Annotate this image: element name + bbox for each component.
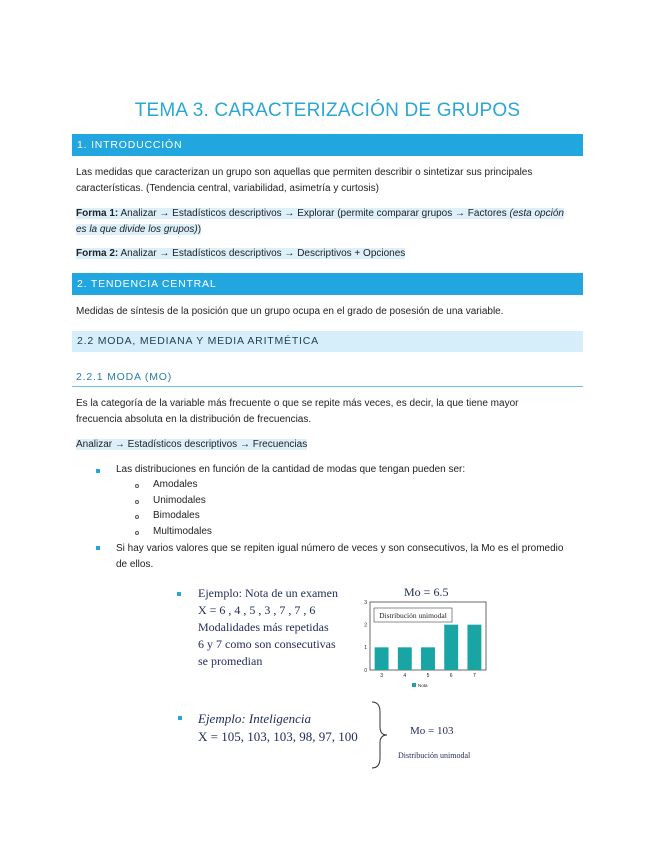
forma-2-label: Forma 2:	[76, 248, 119, 259]
moda-line-2: frecuencia absoluta en la distribución de frecuencias.	[76, 413, 312, 425]
moda-line-1: Es la categoría de la variable más frecuente o que se repite más veces, es decir, la que tiene mayor	[76, 398, 519, 409]
chart-legend-swatch	[412, 683, 416, 687]
chart-x-tick: 6	[449, 673, 453, 679]
forma-2	[76, 246, 581, 262]
forma-1-italic-2: es la que divide los grupos)	[76, 223, 198, 235]
example-1	[198, 585, 338, 670]
tendencia-paragraph: Medidas de síntesis de la posición que un grupo ocupa en el grado de posesión de una variable.	[76, 306, 504, 317]
unimodal-bar-chart	[360, 600, 488, 694]
square-bullet-icon	[177, 592, 181, 596]
circle-bullet-icon	[135, 515, 139, 519]
bullet-icon	[96, 469, 100, 473]
moda-paragraph	[76, 396, 581, 427]
example-2-mo: Mo = 103	[410, 725, 454, 737]
circle-bullet-icon	[135, 484, 139, 488]
brace-icon	[368, 700, 390, 770]
forma-1	[76, 206, 581, 237]
chart-y-tick: 1	[364, 645, 367, 652]
example-1-mo: Mo = 6.5	[404, 585, 449, 599]
chart-x-tick: 3	[380, 673, 383, 679]
forma-1-text: Analizar → Estadísticos descriptivos → Explorar (permite comparar grupos → Factores	[118, 208, 510, 219]
circle-bullet-icon	[135, 531, 139, 535]
subitem-4: Multimodales	[153, 526, 212, 537]
chart-bar	[467, 625, 481, 670]
forma-1-label: Forma 1:	[76, 208, 119, 219]
bullet-2-text	[116, 541, 563, 572]
subitem-2: Unimodales	[153, 495, 206, 506]
intro-line-1: Las medidas que caracterizan un grupo son aquellas que permiten describir o sintetizar sus principales	[76, 167, 533, 178]
section-heading-moda: 2.2.1 MODA (MO)	[72, 371, 583, 387]
chart-bar	[375, 647, 389, 670]
bullet-2-line-2: de ellos.	[116, 558, 154, 570]
example-2-title: Ejemplo: Inteligencia	[198, 711, 311, 726]
bullet-icon	[96, 546, 100, 550]
bullet-2-line-1: Si hay varios valores que se repiten igual número de veces y son consecutivos, la Mo es el promedio	[116, 543, 564, 554]
moda-path-text: Analizar → Estadísticos descriptivos → Frecuencias	[76, 439, 308, 450]
chart-bar	[444, 625, 458, 670]
chart-y-tick: 0	[364, 667, 367, 674]
subitem-3: Bimodales	[153, 510, 200, 521]
example-2	[198, 710, 358, 746]
intro-line-2: características. (Tendencia central, variabilidad, asimetría y curtosis)	[76, 182, 379, 194]
chart-y-tick: 2	[364, 622, 367, 629]
section-heading-introduccion: 1. INTRODUCCIÓN	[72, 134, 583, 156]
circle-bullet-icon	[135, 500, 139, 504]
bullet-1-text: Las distribuciones en función de la cantidad de modas que tengan pueden ser:	[116, 464, 466, 475]
chart-bar	[421, 647, 435, 670]
example-1-line-3: Modalidades más repetidas	[198, 620, 329, 634]
example-1-data: X = 6 , 4 , 5 , 3 , 7 , 7 , 6	[198, 603, 316, 617]
page-title: TEMA 3. CARACTERIZACIÓN DE GRUPOS	[134, 100, 521, 121]
moda-path	[76, 437, 581, 453]
forma-1-italic-1: (esta opción	[509, 208, 564, 219]
example-2-data: X = 105, 103, 103, 98, 97, 100	[198, 729, 358, 744]
subitem-1: Amodales	[153, 479, 198, 490]
section-heading-moda-mediana-media: 2.2 MODA, MEDIANA Y MEDIA ARITMÉTICA	[72, 331, 583, 352]
chart-title: Distribución unimodal	[379, 611, 447, 620]
chart-y-tick: 3	[364, 600, 367, 606]
chart-x-tick: 4	[403, 673, 407, 679]
chart-x-tick: 7	[473, 673, 476, 679]
section-heading-tendencia-central: 2. TENDENCIA CENTRAL	[72, 273, 583, 295]
chart-legend-label: Nota	[418, 683, 428, 688]
forma-2-text: Analizar → Estadísticos descriptivos → Descriptivos + Opciones	[118, 248, 406, 259]
example-1-title: Ejemplo: Nota de un examen	[198, 586, 338, 600]
chart-x-tick: 5	[426, 673, 430, 679]
intro-paragraph	[76, 165, 581, 196]
chart-bar	[398, 647, 412, 670]
example-2-dist: Distribución unimodal	[398, 751, 471, 760]
example-1-line-4: 6 y 7 como son consecutivas	[198, 637, 336, 651]
example-1-line-5: se promedian	[198, 654, 263, 668]
forma-1-end: )	[197, 223, 202, 235]
square-bullet-icon	[178, 716, 182, 720]
